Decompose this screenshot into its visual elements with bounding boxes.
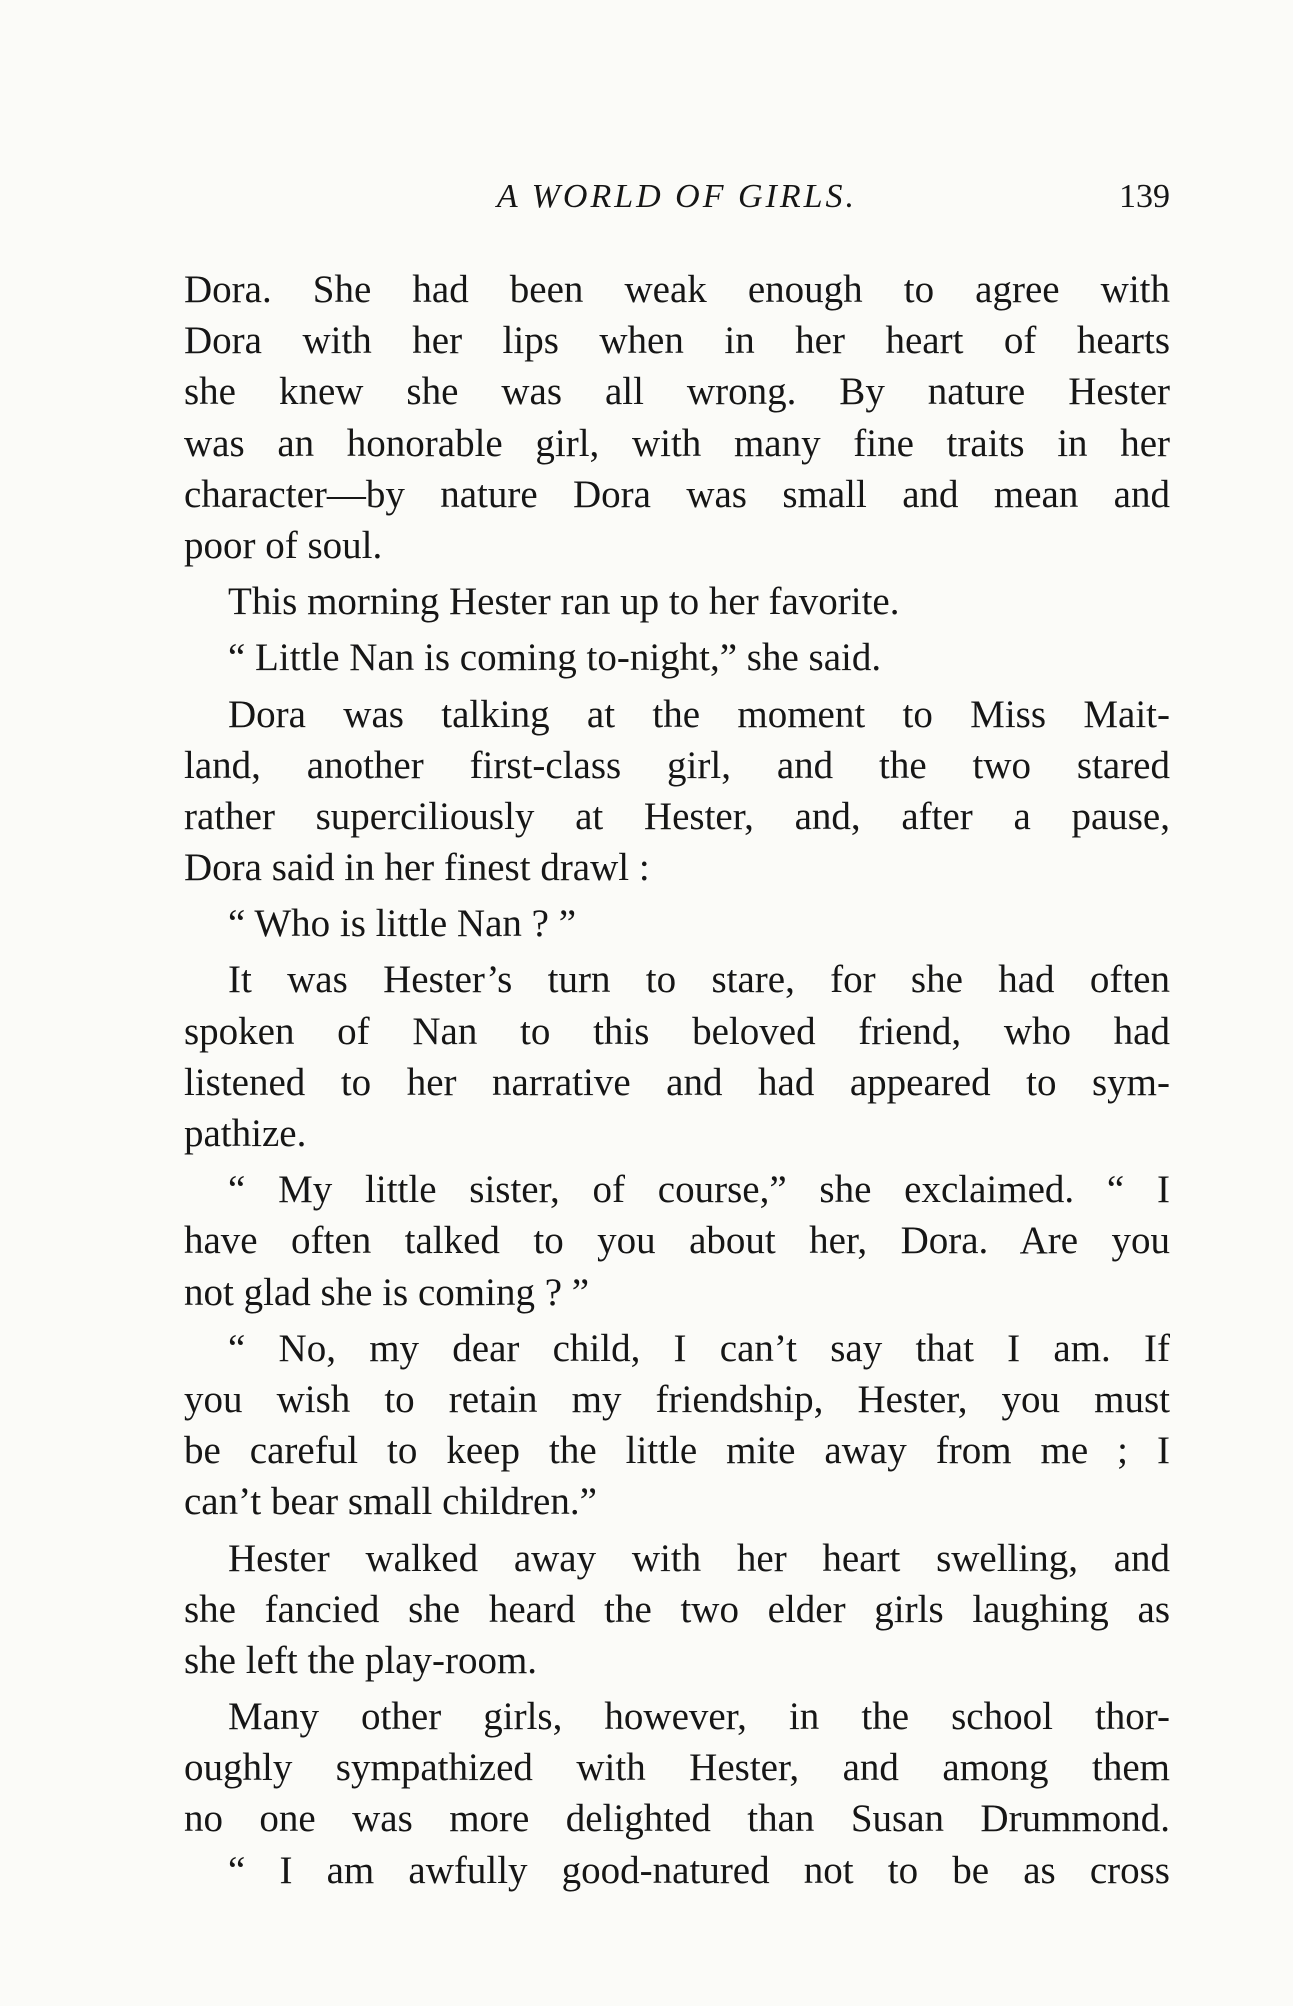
text-line: no one was more delighted than Susan Drummond. xyxy=(184,1797,1170,1841)
page-body xyxy=(184,264,1170,1896)
text-line: character—by nature Dora was small and mean and xyxy=(184,472,1170,516)
text-line: Dora. She had been weak enough to agree with xyxy=(184,268,1170,311)
text-line: “ Little Nan is coming to-night,” she said. xyxy=(228,636,882,680)
text-line: she fancied she heard the two elder girls laughing as xyxy=(184,1587,1170,1631)
text-line: “ No, my dear child, I can’t say that I am. If xyxy=(228,1326,1170,1370)
text-line: Many other girls, however, in the school thor- xyxy=(228,1695,1170,1739)
text-line: spoken of Nan to this beloved friend, who had xyxy=(184,1009,1170,1053)
text-line: have often talked to you about her, Dora. Are you xyxy=(184,1219,1170,1263)
running-title: A WORLD OF GIRLS. xyxy=(496,178,858,215)
text-line: she knew she was all wrong. By nature Hester xyxy=(184,370,1170,414)
text-line: Hester walked away with her heart swelling, and xyxy=(228,1536,1170,1580)
text-line: This morning Hester ran up to her favorite. xyxy=(228,580,900,624)
text-line: be careful to keep the little mite away from me ; I xyxy=(184,1429,1170,1473)
text-line: you wish to retain my friendship, Hester, you must xyxy=(184,1377,1170,1421)
text-line: not glad she is coming ? ” xyxy=(184,1270,590,1314)
text-line: oughly sympathized with Hester, and among them xyxy=(184,1746,1170,1790)
page-number: 139 xyxy=(1119,178,1170,215)
text-line: Dora with her lips when in her heart of hearts xyxy=(184,319,1170,363)
text-line: Dora was talking at the moment to Miss Mait- xyxy=(228,692,1170,736)
text-line: Dora said in her finest drawl : xyxy=(184,846,650,890)
text-line: she left the play-room. xyxy=(184,1638,538,1682)
text-line: was an honorable girl, with many fine traits in her xyxy=(184,421,1170,465)
text-line: pathize. xyxy=(184,1112,307,1155)
text-line: It was Hester’s turn to stare, for she had often xyxy=(228,958,1170,1002)
page-header xyxy=(184,178,1170,238)
text-line: “ Who is little Nan ? ” xyxy=(228,902,577,946)
text-line: rather superciliously at Hester, and, after a pause, xyxy=(184,794,1170,838)
text-line: “ I am awfully good-natured not to be as cross xyxy=(228,1848,1170,1892)
text-line: can’t bear small children.” xyxy=(184,1480,597,1524)
text-line: land, another first-class girl, and the two stared xyxy=(184,743,1170,787)
text-line: listened to her narrative and had appeared to sym- xyxy=(184,1060,1170,1104)
text-line: “ My little sister, of course,” she exclaimed. “ I xyxy=(228,1168,1170,1212)
text-line: poor of soul. xyxy=(184,523,383,567)
